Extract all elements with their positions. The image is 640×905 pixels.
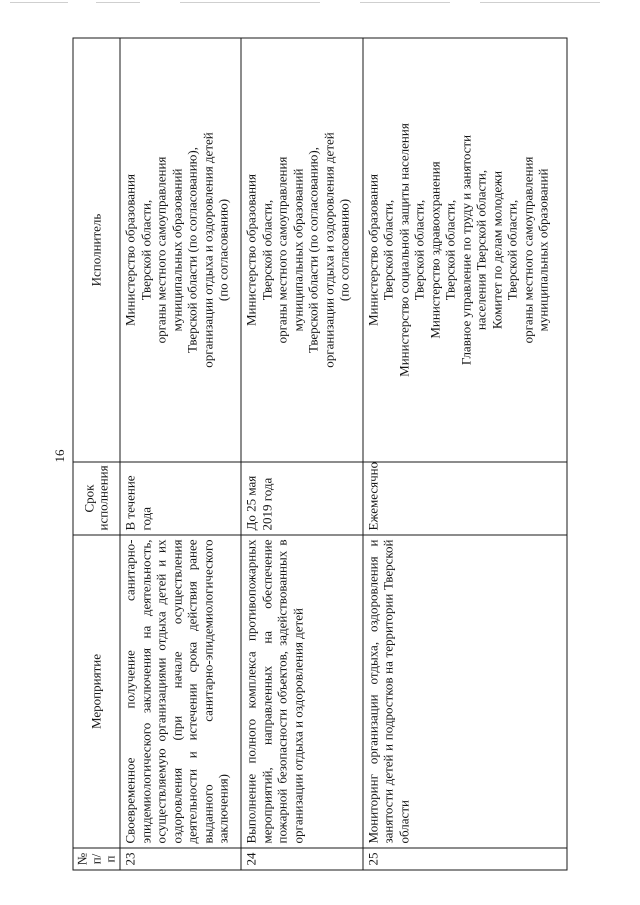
row-number: 25 — [363, 848, 567, 870]
events-table — [73, 37, 568, 870]
rotated-table-wrapper — [73, 38, 568, 870]
row-deadline: До 25 мая 2019 года — [241, 462, 362, 535]
row-executor: Министерство образования Тверской области, органы местного самоуправления муниципальных образований Тверской области (по согласованию), организации отдыха и оздоровления детей (по согласованию) — [120, 38, 241, 462]
scan-edge — [0, 0, 640, 8]
row-executor: Министерство образования Тверской области, органы местного самоуправления муниципальных образований Тверской области (по согласованию), организации отдыха и оздоровления детей (по согласованию) — [241, 38, 362, 462]
row-executor: Министерство образования Тверской области, Министерство социальной защиты населения Тверской области, Министерство здравоохранения Тверской области, Главное управление по труду и занятости населения Тверской области, Комитет по делам молодежи Тверской области, органы местного самоуправления муниципальных образований — [363, 38, 567, 462]
scan-artifact — [180, 2, 320, 3]
row-event: Выполнение полного комплекса противопожарных мероприятий, направленных на обеспечение пожарной безопасности объектов, задействованных в организации отдыха и оздоровления детей — [241, 535, 362, 848]
row-number: 24 — [241, 848, 362, 870]
table-row — [120, 38, 241, 870]
row-event: Своевременное получение санитарно-эпидемиологического заключения на деятельность, осуществляемую организациями отдыха детей и их оздоровления (при начале осуществления деятельности и истечении срока действия ранее выданного санитарно-эпидемиологического заключения) — [120, 535, 241, 848]
table-row — [241, 38, 362, 870]
row-deadline: Ежемесячно — [363, 462, 567, 535]
row-number: 23 — [120, 848, 241, 870]
row-deadline: В течение года — [120, 462, 241, 535]
header-number: № п/п — [73, 848, 120, 870]
scan-artifact — [96, 2, 140, 3]
row-event: Мониторинг организации отдыха, оздоровления и занятости детей и подростков на территории Тверской области — [363, 535, 567, 848]
header-event: Мероприятие — [73, 535, 120, 848]
scan-artifact — [360, 2, 450, 3]
scan-artifact — [480, 2, 600, 3]
scan-artifact — [10, 2, 68, 3]
header-deadline: Срок исполнения — [73, 462, 120, 535]
table-row — [363, 38, 567, 870]
page-number: 16 — [52, 449, 67, 463]
table-header-row — [73, 38, 120, 870]
header-executor: Исполнитель — [73, 38, 120, 462]
